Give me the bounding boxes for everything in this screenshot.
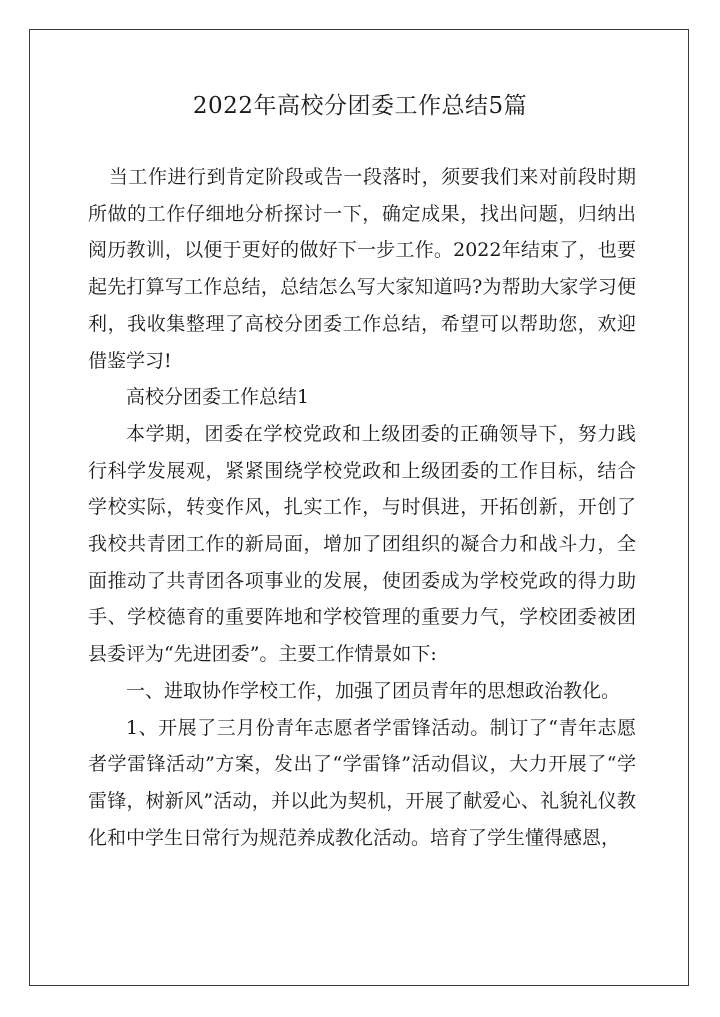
intro-paragraph: 当工作进行到肯定阶段或告一段落时，须要我们来对前段时期所做的工作仔细地分析探讨一下，确定成果，找出问题，归纳出阅历教训，以便于更好的做好下一步工作。2022年结束了，也要起先打算写工作总结，总结怎么写大家知道吗?为帮助大家学习便利，我收集整理了高校分团委工作总结，希望可以帮助您，欢迎借鉴学习! xyxy=(88,166,636,372)
document-body xyxy=(88,159,636,856)
body-paragraph: 本学期，团委在学校党政和上级团委的正确领导下，努力践行科学发展观，紧紧围绕学校党政和上级团委的工作目标，结合学校实际，转变作风，扎实工作，与时俱进，开拓创新，开创了我校共青团工作的新局面，增加了团组织的凝合力和战斗力，全面推动了共青团各项事业的发展，使团委成为学校党政的得力助手、学校德育的重要阵地和学校管理的重要力气，学校团委被团县委评为“先进团委”。主要工作情景如下: xyxy=(88,422,636,666)
section-heading: 高校分团委工作总结1 xyxy=(126,386,310,409)
subsection-heading: 一、进取协作学校工作，加强了团员青年的思想政治教化。 xyxy=(126,679,621,702)
body-paragraph: 1、开展了三月份青年志愿者学雷锋活动。制订了“青年志愿者学雷锋活动”方案，发出了“学雷锋”活动倡议，大力开展了“学雷锋，树新风”活动，并以此为契机，开展了献爱心、礼貌礼仪教化和中学生日常行为规范养成教化活动。培育了学生懂得感恩， xyxy=(88,716,636,849)
document-title: 2022年高校分团委工作总结5篇 xyxy=(192,93,528,119)
